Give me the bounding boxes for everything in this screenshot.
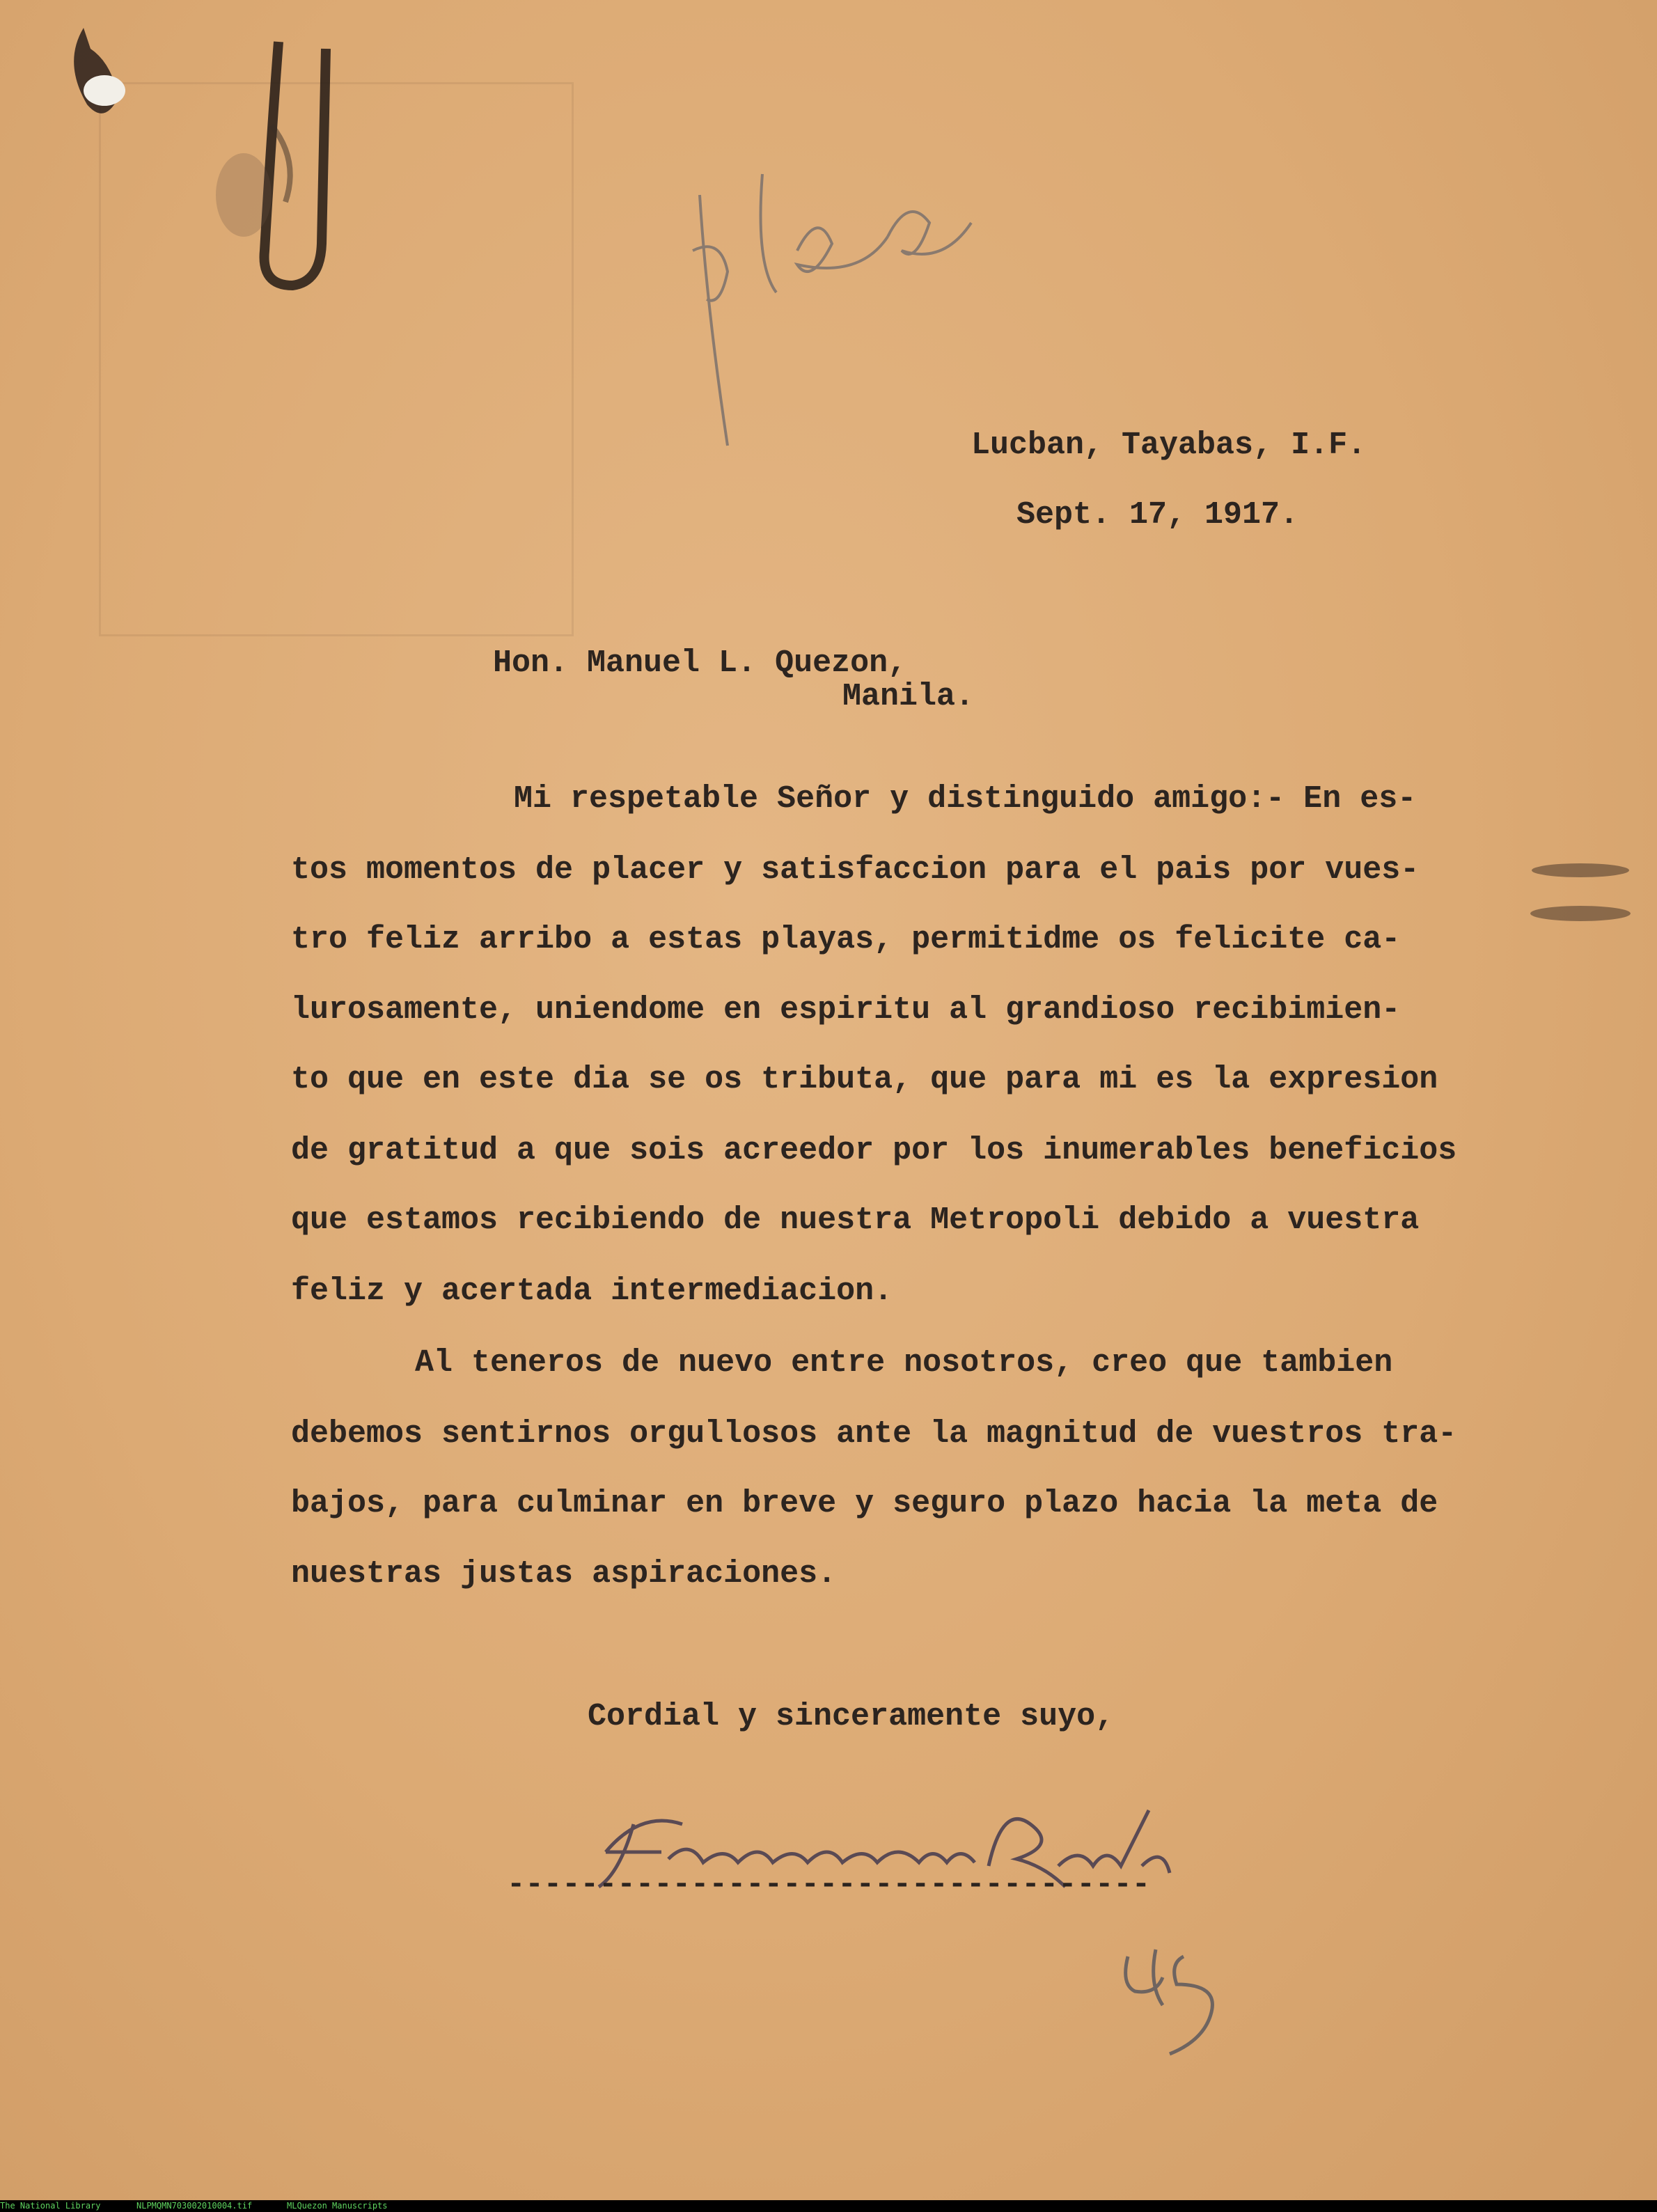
ink-smudge-icon <box>1528 849 1633 933</box>
archive-footer-bar <box>0 2200 1657 2212</box>
body-line: debemos sentirnos orgullosos ante la magnitud de vuestros tra- <box>291 1416 1457 1452</box>
body-line: lurosamente, uniendome en espiritu al grandioso recibimien- <box>291 992 1401 1028</box>
recipient-name: Hon. Manuel L. Quezon, <box>493 645 907 681</box>
body-line: de gratitud a que sois acreedor por los inumerables beneficios <box>291 1133 1457 1168</box>
signature-line: ----------------------------------- <box>507 1867 1151 1902</box>
body-line: nuestras justas aspiraciones. <box>291 1556 837 1592</box>
footer-library: The National Library <box>0 2201 101 2211</box>
body-line: bajos, para culminar en breve y seguro plazo hacia la meta de <box>291 1486 1438 1521</box>
footer-file-id: NLPMQMN703002010004.tif <box>136 2201 253 2211</box>
body-line: tro feliz arribo a estas playas, permitidme os felicite ca- <box>291 922 1401 957</box>
body-line: Al teneros de nuevo entre nosotros, creo que tambien <box>415 1345 1393 1381</box>
paper-clip-rust-icon <box>63 21 355 299</box>
closing-line: Cordial y sinceramente suyo, <box>588 1699 1115 1734</box>
pencil-number-notation-icon <box>1114 1943 1253 2061</box>
footer-collection: MLQuezon Manuscripts <box>287 2201 388 2211</box>
body-line: to que en este dia se os tributa, que para mi es la expresion <box>291 1062 1438 1097</box>
body-line: que estamos recibiendo de nuestra Metropoli debido a vuestra <box>291 1202 1420 1238</box>
recipient-city: Manila. <box>842 679 975 714</box>
body-line: feliz y acertada intermediacion. <box>291 1273 893 1309</box>
letter-place: Lucban, Tayabas, I.F. <box>971 428 1367 463</box>
pencil-file-notation-icon <box>679 167 1013 460</box>
body-line: Mi respetable Señor y distinguido amigo:- En es- <box>514 781 1417 817</box>
body-line: tos momentos de placer y satisfaccion para el pais por vues- <box>291 852 1420 888</box>
letter-date: Sept. 17, 1917. <box>1016 497 1299 533</box>
